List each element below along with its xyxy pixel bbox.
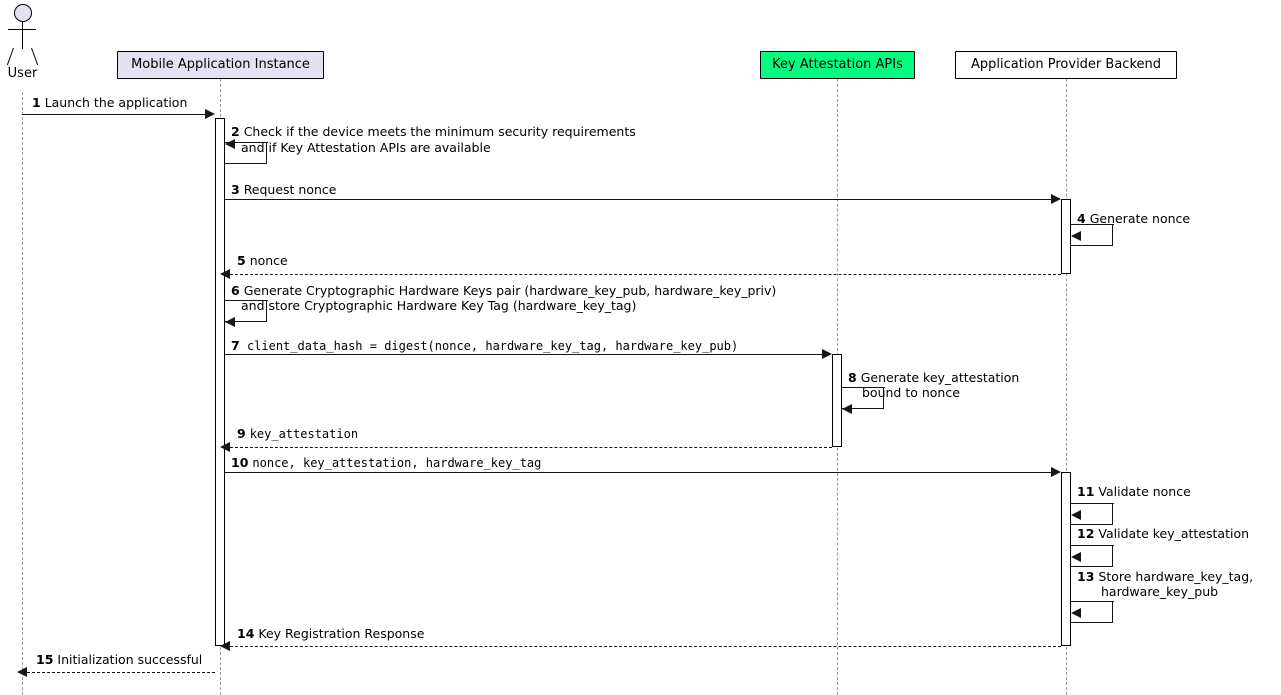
message-7-arrowhead — [822, 349, 832, 359]
message-8-label — [848, 370, 1019, 385]
message-7-line — [225, 354, 827, 355]
message-13-text: Store hardware_key_tag, — [1098, 569, 1254, 584]
message-13-arrowhead — [1071, 608, 1081, 618]
message-6-arrowhead — [225, 317, 235, 327]
message-1-label — [32, 95, 187, 110]
message-12-label — [1077, 526, 1249, 541]
message-14-number: 14 — [237, 626, 255, 641]
message-13-label — [1077, 569, 1253, 584]
message-7-label — [231, 338, 738, 354]
message-14-label — [237, 626, 424, 641]
message-7-number: 7 — [231, 338, 240, 353]
message-13-text2: hardware_key_pub — [1101, 584, 1219, 599]
message-2-text2: and if Key Attestation APIs are available — [241, 140, 491, 155]
message-15-text: Initialization successful — [57, 652, 203, 667]
message-14-text: Key Registration Response — [258, 626, 425, 641]
activation-keyattest — [832, 354, 842, 447]
message-14-arrowhead — [220, 641, 230, 651]
message-8-text: Generate key_attestation — [860, 370, 1020, 385]
message-3-label — [231, 182, 337, 197]
message-8-arrowhead — [842, 404, 852, 414]
message-14-line — [225, 646, 1061, 647]
message-1-text: Launch the application — [44, 95, 188, 110]
message-10-text: nonce, key_attestation, hardware_key_tag — [252, 456, 542, 470]
message-6-number: 6 — [231, 283, 240, 298]
activation-backend-register — [1061, 472, 1071, 646]
message-12-number: 12 — [1077, 526, 1095, 541]
participant-application-provider-backend[interactable]: Application Provider Backend — [955, 51, 1177, 79]
message-11-number: 11 — [1077, 484, 1095, 499]
activation-mobile — [215, 118, 225, 646]
message-9-label — [237, 426, 358, 442]
message-3-text: Request nonce — [243, 182, 337, 197]
message-4-label — [1077, 211, 1190, 226]
message-2-arrowhead — [225, 139, 235, 149]
message-6-text2: and store Cryptographic Hardware Key Tag (hardware_key_tag) — [241, 298, 637, 313]
participant-mobile-application-instance[interactable]: Mobile Application Instance — [117, 51, 324, 79]
message-15-line — [22, 672, 215, 673]
message-11-arrowhead — [1071, 510, 1081, 520]
message-1-arrowhead — [205, 109, 215, 119]
message-9-number: 9 — [237, 426, 246, 441]
actor-arms-icon — [8, 29, 36, 30]
message-15-label — [36, 652, 202, 667]
actor-leg-left-icon — [7, 48, 14, 65]
message-11-label — [1077, 484, 1191, 499]
message-5-number: 5 — [237, 253, 246, 268]
message-4-text: Generate nonce — [1089, 211, 1191, 226]
message-15-number: 15 — [36, 652, 54, 667]
activation-backend-nonce — [1061, 199, 1071, 274]
message-3-number: 3 — [231, 182, 240, 197]
message-15-arrowhead — [17, 667, 27, 677]
participant-key-attestation-apis[interactable]: Key Attestation APIs — [760, 51, 915, 79]
message-9-text: key_attestation — [249, 427, 359, 441]
actor-body-icon — [22, 21, 23, 49]
message-6-text: Generate Cryptographic Hardware Keys pair (hardware_key_pub, hardware_key_priv) — [243, 283, 777, 298]
message-12-text: Validate key_attestation — [1098, 526, 1250, 541]
message-4-arrowhead — [1071, 231, 1081, 241]
message-2-label — [231, 124, 636, 139]
message-8-number: 8 — [848, 370, 857, 385]
message-10-label — [231, 455, 541, 471]
message-2-text: Check if the device meets the minimum security requirements — [243, 124, 636, 139]
message-11-text: Validate nonce — [1098, 484, 1191, 499]
message-7-text: client_data_hash = digest(nonce, hardware_key_tag, hardware_key_pub) — [246, 339, 739, 353]
actor-head-icon — [14, 4, 32, 22]
message-5-arrowhead — [220, 269, 230, 279]
message-12-arrowhead — [1071, 552, 1081, 562]
message-5-line — [225, 274, 1061, 275]
message-3-line — [225, 199, 1056, 200]
message-9-arrowhead — [220, 442, 230, 452]
actor-leg-right-icon — [31, 48, 38, 65]
message-3-arrowhead — [1051, 194, 1061, 204]
message-10-line — [225, 472, 1056, 473]
message-5-text: nonce — [249, 253, 288, 268]
lifeline-user — [22, 92, 23, 695]
message-1-number: 1 — [32, 95, 41, 110]
message-4-number: 4 — [1077, 211, 1086, 226]
message-1-line — [22, 114, 210, 115]
message-13-number: 13 — [1077, 569, 1095, 584]
message-5-label — [237, 253, 288, 268]
message-10-number: 10 — [231, 455, 249, 470]
message-9-line — [225, 447, 832, 448]
message-8-text2: bound to nonce — [862, 385, 960, 400]
message-10-arrowhead — [1051, 467, 1061, 477]
message-2-number: 2 — [231, 124, 240, 139]
actor-label: User — [7, 66, 38, 81]
message-6-label — [231, 283, 776, 298]
